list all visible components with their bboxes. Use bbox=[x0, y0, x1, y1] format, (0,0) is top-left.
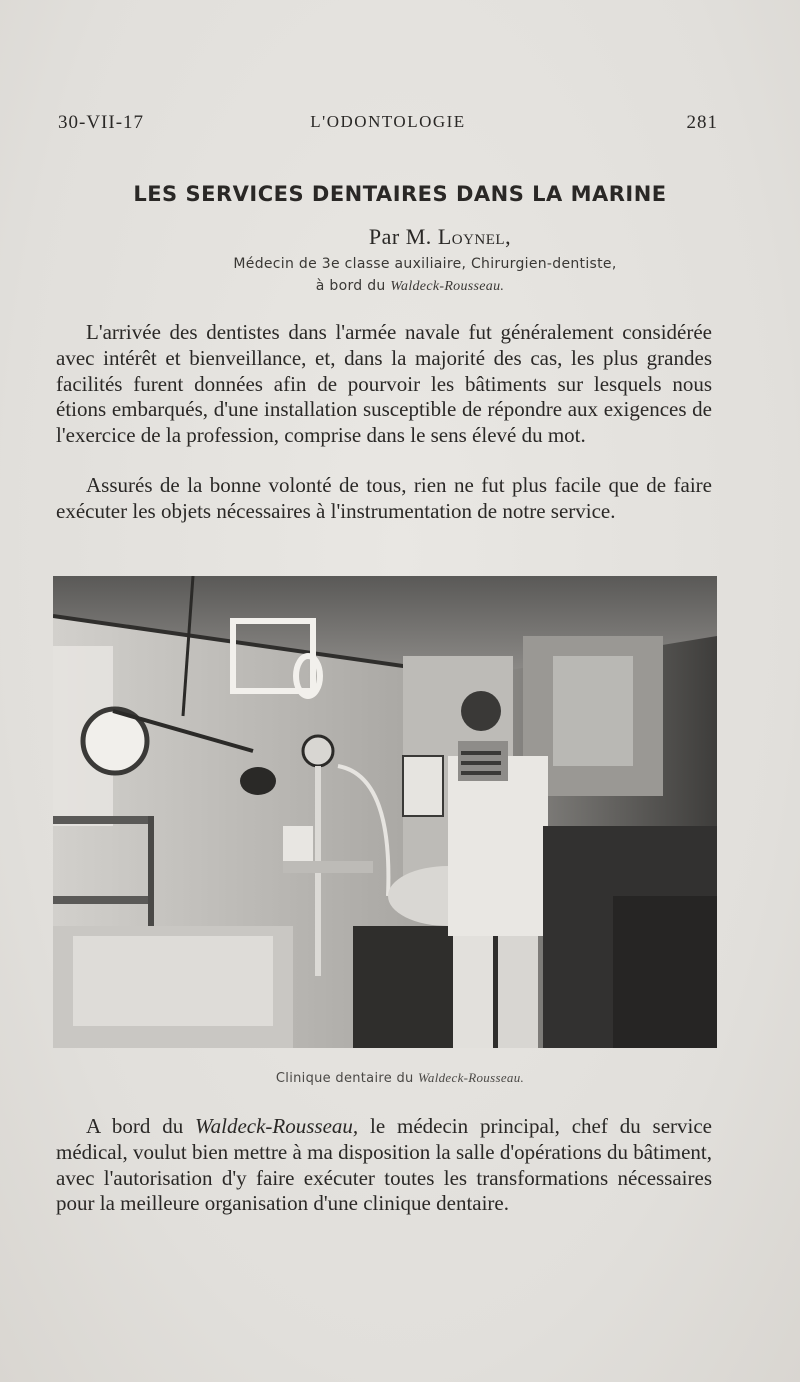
article-author bbox=[40, 224, 760, 250]
author-prefix: Par M. bbox=[368, 224, 438, 249]
paragraph-instrumentation: Assurés de la bonne volonté de tous, rien ne fut plus facile que de faire exécuter les objets nécessaires à l'instrumentation de notre service. bbox=[56, 473, 712, 523]
caption-prefix: Clinique dentaire du bbox=[275, 1071, 418, 1086]
photo-caption bbox=[40, 1070, 760, 1086]
journal-name: L'ODONTOLOGIE bbox=[310, 112, 466, 131]
author-affiliation: Médecin de 3e classe auxiliaire, Chirurgien-dentiste, bbox=[233, 256, 617, 272]
p3-body: le médecin principal, chef du service médical, voulut bien mettre à ma disposition la salle d'opérations du bâtiment, avec l'autorisation d'y faire exécuter toutes les transformations nécessaires pour la meilleure organisation d'une clinique dentaire. bbox=[56, 1114, 713, 1216]
p3-prefix: A bord du bbox=[86, 1114, 196, 1138]
running-header bbox=[58, 112, 718, 142]
author-name: Loynel, bbox=[437, 224, 512, 249]
article-title: LES SERVICES DENTAIRES DANS LA MARINE bbox=[133, 182, 667, 206]
ship-line-prefix: à bord du bbox=[315, 278, 391, 294]
issue-date: 30-VII-17 bbox=[58, 112, 145, 133]
caption-ship-name: Waldeck-Rousseau. bbox=[417, 1070, 525, 1085]
author-ship-line bbox=[40, 278, 760, 295]
p3-ship-name: Waldeck-Rousseau, bbox=[195, 1114, 359, 1138]
paragraph-intro: L'arrivée des dentistes dans l'armée navale fut généralement considérée avec intérêt et bienveillance, et, dans la majorité des cas, les plus grandes facilités furent données afin de pourvoir les bâtiments sur lesquels nous étions embarqués, d'une installation susceptible de répondre aux exigences de l'exercice de la profession, comprise dans le sens élevé du mot. bbox=[56, 320, 712, 448]
paragraph-operating-room bbox=[56, 1114, 712, 1217]
dental-clinic-photo bbox=[53, 576, 717, 1048]
page-number: 281 bbox=[686, 112, 718, 133]
ship-name: Waldeck-Rousseau. bbox=[390, 279, 505, 294]
photo-illustration bbox=[53, 576, 717, 1048]
